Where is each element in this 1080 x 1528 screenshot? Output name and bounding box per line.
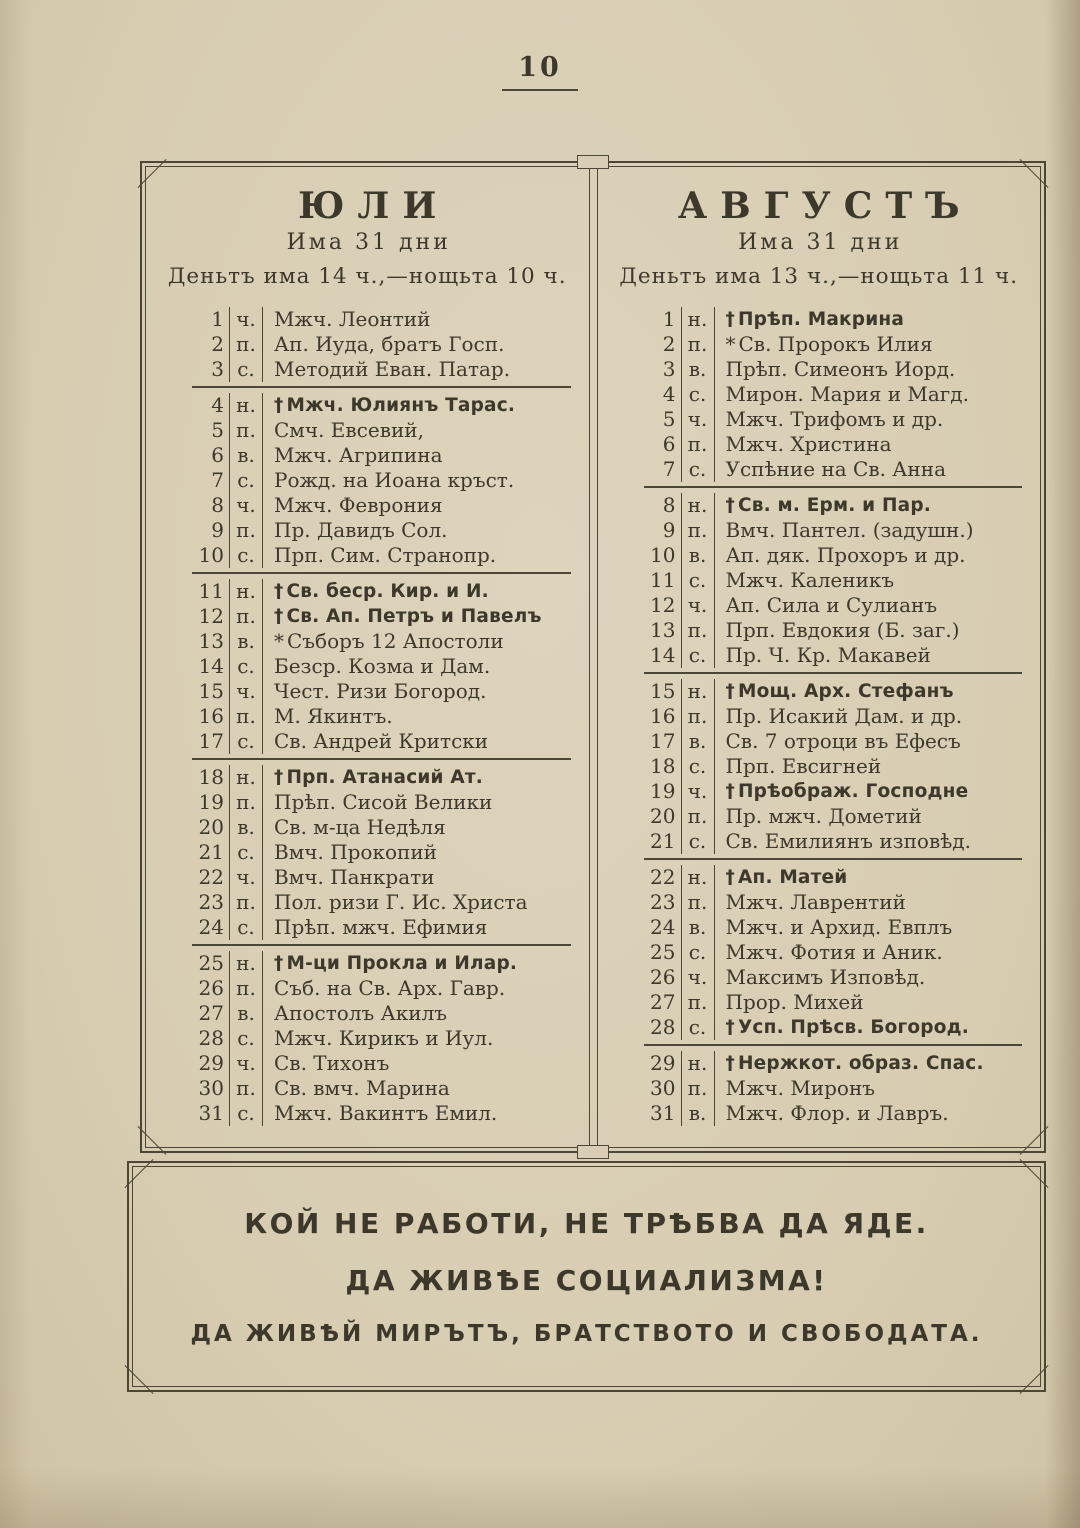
saint-name: Успѣние на Св. Анна bbox=[725, 456, 947, 481]
saint-name: Прп. Евдокия (Б. заг.) bbox=[725, 617, 960, 642]
saint-name: Апостолъ Акилъ bbox=[274, 1000, 448, 1025]
calendar-day-row bbox=[192, 468, 571, 493]
day-number: 17 bbox=[644, 729, 682, 754]
day-number: 4 bbox=[644, 382, 682, 407]
calendar-day-row bbox=[192, 976, 571, 1001]
day-number: 11 bbox=[192, 579, 230, 604]
calendar-day-row bbox=[644, 407, 1023, 432]
saint-name: Пр. Ч. Кр. Макавей bbox=[725, 642, 931, 667]
weekday-abbr: с. bbox=[230, 468, 263, 493]
calendar-day-row bbox=[644, 729, 1023, 754]
weekday-abbr: с. bbox=[230, 729, 263, 754]
weekday-abbr: в. bbox=[230, 629, 263, 654]
slogan-line-2: ДА ЖИВѢЕ СОЦИАЛИЗМА! bbox=[345, 1263, 828, 1297]
weekday-abbr: в. bbox=[682, 1101, 715, 1126]
weekday-abbr: с. bbox=[682, 754, 715, 779]
saint-name: Пол. ризи Г. Ис. Христа bbox=[274, 889, 528, 914]
calendar-day-row bbox=[644, 1076, 1023, 1101]
saint-name: Пр. Исакий Дам. и др. bbox=[725, 703, 963, 728]
day-number: 26 bbox=[192, 976, 230, 1001]
saint-name: Пр. Давидъ Сол. bbox=[274, 517, 448, 542]
saint-name: Ап. Сила и Сулианъ bbox=[725, 592, 938, 617]
day-number: 25 bbox=[192, 951, 230, 976]
weekday-abbr: п. bbox=[230, 332, 263, 357]
weekday-abbr: с. bbox=[682, 382, 715, 407]
calendar-day-row bbox=[192, 357, 571, 382]
frame-top-ornament bbox=[577, 155, 609, 169]
calendar-day-row bbox=[192, 307, 571, 332]
calendar-day-row bbox=[644, 332, 1023, 357]
day-number: 17 bbox=[192, 729, 230, 754]
weekday-abbr: ч. bbox=[230, 679, 263, 704]
slogan-inner bbox=[132, 1166, 1041, 1387]
day-number: 18 bbox=[644, 754, 682, 779]
page-number-wrap bbox=[0, 52, 1080, 91]
weekday-abbr: п. bbox=[230, 1076, 263, 1101]
week-separator bbox=[192, 758, 571, 760]
day-number: 22 bbox=[192, 865, 230, 890]
day-number: 20 bbox=[644, 804, 682, 829]
day-number: 3 bbox=[192, 357, 230, 382]
calendar-day-row bbox=[644, 965, 1023, 990]
month-day-list bbox=[192, 307, 571, 1126]
month-title: ЮЛИ bbox=[298, 185, 450, 227]
calendar-day-row bbox=[192, 679, 571, 704]
month-day-night-hours: Деньтъ има 14 ч.,—нощьта 10 ч. bbox=[167, 263, 567, 289]
saint-name: † Прѣп. Макрина bbox=[725, 308, 905, 330]
saint-name: Св. вмч. Марина bbox=[274, 1075, 450, 1100]
month-title: АВГУСТЪ bbox=[677, 185, 973, 227]
day-number: 21 bbox=[644, 829, 682, 854]
saint-name: Максимъ Изповѣд. bbox=[725, 964, 926, 989]
saint-name: Мжч. Агрипина bbox=[274, 442, 443, 467]
calendar-day-row bbox=[192, 704, 571, 729]
saint-name: * Съборъ 12 Апостоли bbox=[274, 628, 504, 653]
weekday-abbr: п. bbox=[682, 432, 715, 457]
day-number: 6 bbox=[644, 432, 682, 457]
day-number: 16 bbox=[644, 704, 682, 729]
saint-name: † Ап. Матей bbox=[725, 866, 848, 888]
saint-name: Вмч. Панкрати bbox=[274, 864, 435, 889]
frame-bottom-ornament bbox=[577, 1145, 609, 1159]
saint-name: Прп. Сим. Странопр. bbox=[274, 542, 497, 567]
calendar-day-row bbox=[192, 604, 571, 629]
day-number: 1 bbox=[192, 307, 230, 332]
calendar-day-row bbox=[192, 765, 571, 790]
saint-name: † Св. Ап. Петръ и Павелъ bbox=[274, 605, 542, 627]
calendar-day-row bbox=[192, 579, 571, 604]
weekday-abbr: с. bbox=[682, 940, 715, 965]
calendar-day-row bbox=[192, 543, 571, 568]
calendar-day-row bbox=[192, 1101, 571, 1126]
weekday-abbr: с. bbox=[230, 654, 263, 679]
day-number: 12 bbox=[192, 604, 230, 629]
saint-name: † Мжч. Юлиянъ Тарас. bbox=[274, 394, 516, 416]
day-number: 10 bbox=[192, 543, 230, 568]
calendar-day-row bbox=[192, 443, 571, 468]
weekday-abbr: в. bbox=[682, 915, 715, 940]
cross-mark-icon: † bbox=[725, 1016, 735, 1038]
weekday-abbr: с. bbox=[230, 1101, 263, 1126]
day-number: 14 bbox=[192, 654, 230, 679]
day-number: 29 bbox=[644, 1051, 682, 1076]
day-number: 16 bbox=[192, 704, 230, 729]
star-mark-icon: * bbox=[725, 331, 736, 356]
day-number: 23 bbox=[644, 890, 682, 915]
saint-name: Мжч. Вакинтъ Емил. bbox=[274, 1100, 498, 1125]
saint-name: Вмч. Пантел. (задушн.) bbox=[725, 517, 974, 542]
cross-mark-icon: † bbox=[725, 308, 735, 330]
day-number: 29 bbox=[192, 1051, 230, 1076]
weekday-abbr: п. bbox=[230, 790, 263, 815]
calendar-day-row bbox=[192, 815, 571, 840]
day-number: 12 bbox=[644, 593, 682, 618]
calendar-day-row bbox=[644, 779, 1023, 804]
calendar-day-row bbox=[644, 679, 1023, 704]
star-mark-icon: * bbox=[274, 628, 284, 653]
weekday-abbr: ч. bbox=[230, 493, 263, 518]
page-number: 10 bbox=[502, 52, 578, 91]
saint-name: Прѣп. Симеонъ Иорд. bbox=[725, 356, 956, 381]
saint-name: † Прѣображ. Господне bbox=[725, 780, 969, 802]
day-number: 8 bbox=[192, 493, 230, 518]
calendar-day-row bbox=[644, 990, 1023, 1015]
month-days-count: Има 31 дни bbox=[738, 229, 903, 255]
weekday-abbr: ч. bbox=[682, 965, 715, 990]
saint-name: Рожд. на Иоана кръст. bbox=[274, 467, 515, 492]
day-number: 14 bbox=[644, 643, 682, 668]
weekday-abbr: н. bbox=[230, 765, 263, 790]
calendar-day-row bbox=[192, 790, 571, 815]
calendar-day-row bbox=[644, 865, 1023, 890]
day-number: 19 bbox=[644, 779, 682, 804]
day-number: 21 bbox=[192, 840, 230, 865]
saint-name: Вмч. Прокопий bbox=[274, 839, 438, 864]
weekday-abbr: ч. bbox=[682, 593, 715, 618]
calendar-day-row bbox=[192, 1001, 571, 1026]
saint-name: Мжч. Каленикъ bbox=[725, 567, 895, 592]
column-divider bbox=[589, 167, 598, 1147]
day-number: 7 bbox=[644, 457, 682, 482]
weekday-abbr: п. bbox=[682, 704, 715, 729]
weekday-abbr: п. bbox=[682, 518, 715, 543]
saint-name: Св. Тихонъ bbox=[274, 1050, 390, 1075]
weekday-abbr: с. bbox=[682, 457, 715, 482]
saint-name: † Св. беср. Кир. и И. bbox=[274, 580, 489, 602]
cross-mark-icon: † bbox=[274, 952, 284, 974]
weekday-abbr: ч. bbox=[230, 307, 263, 332]
calendar-day-row bbox=[192, 1051, 571, 1076]
month-column-august bbox=[598, 167, 1041, 1147]
saint-name: * Св. Пророкъ Илия bbox=[725, 331, 933, 356]
weekday-abbr: ч. bbox=[230, 865, 263, 890]
saint-name: † Нержкот. образ. Спас. bbox=[725, 1052, 984, 1074]
saint-name: Ап. дяк. Прохоръ и др. bbox=[725, 542, 966, 567]
week-separator bbox=[192, 386, 571, 388]
saint-name: Мжч. Леонтий bbox=[274, 306, 431, 331]
calendar-day-row bbox=[644, 1101, 1023, 1126]
week-separator bbox=[192, 944, 571, 946]
slogan-frame bbox=[127, 1161, 1046, 1392]
calendar-day-row bbox=[644, 1015, 1023, 1040]
week-separator bbox=[644, 1044, 1023, 1046]
day-number: 3 bbox=[644, 357, 682, 382]
weekday-abbr: н. bbox=[682, 493, 715, 518]
calendar-day-row bbox=[192, 1026, 571, 1051]
cross-mark-icon: † bbox=[274, 766, 284, 788]
saint-name: † Св. м. Ерм. и Пар. bbox=[725, 494, 932, 516]
calendar-day-row bbox=[644, 704, 1023, 729]
day-number: 4 bbox=[192, 393, 230, 418]
weekday-abbr: н. bbox=[230, 393, 263, 418]
saint-name: Мжч. Миронъ bbox=[725, 1075, 876, 1100]
weekday-abbr: н. bbox=[682, 307, 715, 332]
cross-mark-icon: † bbox=[274, 394, 284, 416]
week-separator bbox=[644, 672, 1023, 674]
weekday-abbr: в. bbox=[682, 357, 715, 382]
weekday-abbr: ч. bbox=[682, 407, 715, 432]
weekday-abbr: н. bbox=[230, 951, 263, 976]
saint-name: Мжч. Флор. и Лавръ. bbox=[725, 1100, 949, 1125]
calendar-day-row bbox=[644, 543, 1023, 568]
calendar-day-row bbox=[644, 829, 1023, 854]
weekday-abbr: п. bbox=[230, 704, 263, 729]
calendar-day-row bbox=[192, 1076, 571, 1101]
calendar-day-row bbox=[644, 493, 1023, 518]
weekday-abbr: с. bbox=[230, 357, 263, 382]
weekday-abbr: п. bbox=[230, 976, 263, 1001]
cross-mark-icon: † bbox=[725, 866, 735, 888]
day-number: 27 bbox=[644, 990, 682, 1015]
weekday-abbr: п. bbox=[230, 418, 263, 443]
weekday-abbr: п. bbox=[682, 890, 715, 915]
day-number: 24 bbox=[644, 915, 682, 940]
day-number: 22 bbox=[644, 865, 682, 890]
calendar-day-row bbox=[192, 629, 571, 654]
weekday-abbr: п. bbox=[230, 518, 263, 543]
saint-name: Прор. Михей bbox=[725, 989, 864, 1014]
month-day-list bbox=[644, 307, 1023, 1126]
calendar-day-row bbox=[644, 890, 1023, 915]
day-number: 5 bbox=[192, 418, 230, 443]
weekday-abbr: н. bbox=[682, 1051, 715, 1076]
day-number: 20 bbox=[192, 815, 230, 840]
calendar-day-row bbox=[644, 593, 1023, 618]
saint-name: Съб. на Св. Арх. Гавр. bbox=[274, 975, 506, 1000]
day-number: 31 bbox=[644, 1101, 682, 1126]
saint-name: Смч. Евсевий, bbox=[274, 417, 424, 442]
day-number: 13 bbox=[644, 618, 682, 643]
weekday-abbr: в. bbox=[230, 815, 263, 840]
calendar-day-row bbox=[192, 493, 571, 518]
calendar-frame bbox=[140, 161, 1046, 1153]
weekday-abbr: п. bbox=[682, 1076, 715, 1101]
saint-name: Пр. мжч. Дометий bbox=[725, 803, 922, 828]
saint-name: † Усп. Прѣсв. Богород. bbox=[725, 1016, 970, 1038]
cross-mark-icon: † bbox=[725, 494, 735, 516]
saint-name: Мжч. Лаврентий bbox=[725, 889, 906, 914]
week-separator bbox=[644, 486, 1023, 488]
day-number: 27 bbox=[192, 1001, 230, 1026]
day-number: 11 bbox=[644, 568, 682, 593]
saint-name: Ап. Иуда, братъ Госп. bbox=[274, 331, 505, 356]
weekday-abbr: в. bbox=[230, 1001, 263, 1026]
calendar-day-row bbox=[644, 307, 1023, 332]
saint-name: Св. 7 отроци въ Ефесъ bbox=[725, 728, 961, 753]
calendar-day-row bbox=[644, 618, 1023, 643]
calendar-day-row bbox=[644, 643, 1023, 668]
saint-name: † Мощ. Арх. Стефанъ bbox=[725, 680, 954, 702]
day-number: 30 bbox=[644, 1076, 682, 1101]
weekday-abbr: с. bbox=[682, 568, 715, 593]
day-number: 2 bbox=[644, 332, 682, 357]
calendar-day-row bbox=[644, 382, 1023, 407]
day-number: 15 bbox=[192, 679, 230, 704]
calendar-day-row bbox=[192, 654, 571, 679]
day-number: 31 bbox=[192, 1101, 230, 1126]
day-number: 6 bbox=[192, 443, 230, 468]
calendar-day-row bbox=[192, 393, 571, 418]
day-number: 5 bbox=[644, 407, 682, 432]
day-number: 13 bbox=[192, 629, 230, 654]
day-number: 9 bbox=[644, 518, 682, 543]
day-number: 28 bbox=[192, 1026, 230, 1051]
saint-name: Св. м-ца Недѣля bbox=[274, 814, 446, 839]
day-number: 2 bbox=[192, 332, 230, 357]
day-number: 10 bbox=[644, 543, 682, 568]
weekday-abbr: с. bbox=[682, 829, 715, 854]
cross-mark-icon: † bbox=[725, 780, 735, 802]
saint-name: Мирон. Мария и Магд. bbox=[725, 381, 969, 406]
day-number: 8 bbox=[644, 493, 682, 518]
cross-mark-icon: † bbox=[274, 605, 284, 627]
saint-name: Св. Андрей Критски bbox=[274, 728, 489, 753]
saint-name: Мжч. и Архид. Евплъ bbox=[725, 914, 953, 939]
saint-name: Безср. Козма и Дам. bbox=[274, 653, 491, 678]
weekday-abbr: н. bbox=[682, 679, 715, 704]
saint-name: Мжч. Феврония bbox=[274, 492, 443, 517]
saint-name: † М-ци Прокла и Илар. bbox=[274, 952, 518, 974]
weekday-abbr: н. bbox=[230, 579, 263, 604]
saint-name: Прѣп. мжч. Ефимия bbox=[274, 914, 488, 939]
day-number: 1 bbox=[644, 307, 682, 332]
day-number: 24 bbox=[192, 915, 230, 940]
day-number: 26 bbox=[644, 965, 682, 990]
day-number: 18 bbox=[192, 765, 230, 790]
day-number: 23 bbox=[192, 890, 230, 915]
month-days-count: Има 31 дни bbox=[286, 229, 451, 255]
weekday-abbr: в. bbox=[682, 729, 715, 754]
weekday-abbr: с. bbox=[230, 840, 263, 865]
saint-name: † Прп. Атанасий Ат. bbox=[274, 766, 484, 788]
cross-mark-icon: † bbox=[725, 680, 735, 702]
weekday-abbr: с. bbox=[682, 643, 715, 668]
weekday-abbr: с. bbox=[230, 1026, 263, 1051]
weekday-abbr: ч. bbox=[682, 779, 715, 804]
weekday-abbr: п. bbox=[230, 890, 263, 915]
calendar-day-row bbox=[192, 840, 571, 865]
cross-mark-icon: † bbox=[274, 580, 284, 602]
calendar-day-row bbox=[644, 357, 1023, 382]
day-number: 9 bbox=[192, 518, 230, 543]
calendar-day-row bbox=[644, 754, 1023, 779]
weekday-abbr: с. bbox=[230, 915, 263, 940]
weekday-abbr: п. bbox=[682, 618, 715, 643]
slogan-line-1: КОЙ НЕ РАБОТИ, НЕ ТРѢБВА ДА ЯДЕ. bbox=[244, 1206, 929, 1240]
weekday-abbr: п. bbox=[230, 604, 263, 629]
saint-name: Мжч. Христина bbox=[725, 431, 892, 456]
calendar-day-row bbox=[644, 568, 1023, 593]
calendar-day-row bbox=[192, 865, 571, 890]
month-day-night-hours: Деньтъ има 13 ч.,—нощьта 11 ч. bbox=[619, 263, 1019, 289]
calendar-day-row bbox=[192, 332, 571, 357]
weekday-abbr: п. bbox=[682, 804, 715, 829]
weekday-abbr: с. bbox=[230, 543, 263, 568]
calendar-day-row bbox=[644, 457, 1023, 482]
weekday-abbr: с. bbox=[682, 1015, 715, 1040]
day-number: 28 bbox=[644, 1015, 682, 1040]
day-number: 7 bbox=[192, 468, 230, 493]
cross-mark-icon: † bbox=[725, 1052, 735, 1074]
saint-name: Прѣп. Сисой Велики bbox=[274, 789, 493, 814]
weekday-abbr: п. bbox=[682, 990, 715, 1015]
week-separator bbox=[192, 572, 571, 574]
month-column-july bbox=[146, 167, 589, 1147]
calendar-day-row bbox=[192, 890, 571, 915]
saint-name: Св. Емилиянъ изповѣд. bbox=[725, 828, 971, 853]
day-number: 30 bbox=[192, 1076, 230, 1101]
calendar-day-row bbox=[192, 418, 571, 443]
calendar-day-row bbox=[192, 729, 571, 754]
week-separator bbox=[644, 858, 1023, 860]
slogan-line-3: ДА ЖИВѢЙ МИРЪТЪ, БРАТСТВОТО И СВОБОДАТА. bbox=[190, 1320, 983, 1347]
day-number: 19 bbox=[192, 790, 230, 815]
calendar-day-row bbox=[644, 804, 1023, 829]
saint-name: Чест. Ризи Богород. bbox=[274, 678, 487, 703]
saint-name: М. Якинтъ. bbox=[274, 703, 393, 728]
calendar-day-row bbox=[644, 432, 1023, 457]
day-number: 15 bbox=[644, 679, 682, 704]
weekday-abbr: в. bbox=[230, 443, 263, 468]
saint-name: Прп. Евсигней bbox=[725, 753, 882, 778]
calendar-day-row bbox=[644, 518, 1023, 543]
day-number: 25 bbox=[644, 940, 682, 965]
saint-name: Мжч. Кирикъ и Иул. bbox=[274, 1025, 494, 1050]
weekday-abbr: в. bbox=[682, 543, 715, 568]
saint-name: Методий Еван. Патар. bbox=[274, 356, 511, 381]
weekday-abbr: п. bbox=[682, 332, 715, 357]
calendar-day-row bbox=[192, 951, 571, 976]
calendar-day-row bbox=[644, 915, 1023, 940]
calendar-day-row bbox=[644, 940, 1023, 965]
weekday-abbr: ч. bbox=[230, 1051, 263, 1076]
saint-name: Мжч. Фотия и Аник. bbox=[725, 939, 943, 964]
calendar-inner bbox=[145, 166, 1041, 1148]
calendar-day-row bbox=[192, 915, 571, 940]
calendar-day-row bbox=[192, 518, 571, 543]
saint-name: Мжч. Трифомъ и др. bbox=[725, 406, 944, 431]
calendar-day-row bbox=[644, 1051, 1023, 1076]
weekday-abbr: н. bbox=[682, 865, 715, 890]
